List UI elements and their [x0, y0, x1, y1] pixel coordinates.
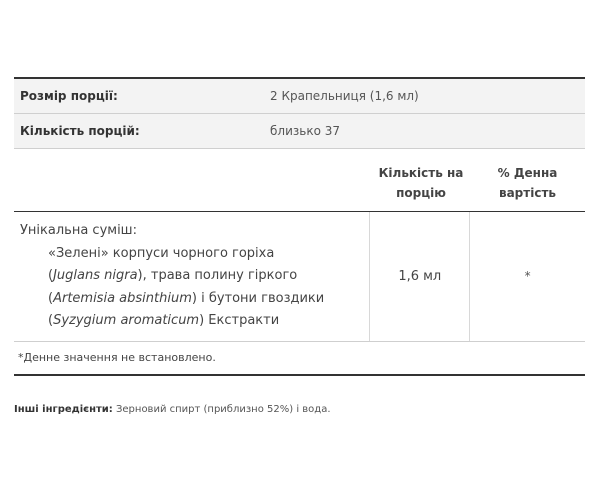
other-ingredients-label: Інші інгредієнти:: [14, 404, 113, 415]
blend-daily-value: *: [469, 212, 585, 341]
servings-per-container-value: близько 37: [270, 124, 340, 138]
blend-line-4-rest: ) Екстракти: [199, 313, 280, 328]
dv-header-line2: вартість: [498, 186, 556, 200]
blend-line-3: [20, 288, 369, 311]
amount-header-line1: Кількість на: [378, 166, 464, 180]
blend-title: Унікальна суміш:: [20, 223, 137, 238]
blend-line-2-rest: ), трава полину гіркого: [137, 268, 298, 283]
servings-per-container-row: [14, 114, 585, 149]
blend-description: [14, 212, 369, 341]
blend-line-3-open: (: [48, 290, 54, 306]
serving-size-row: [14, 79, 585, 114]
dv-header-line1: % Денна: [497, 166, 558, 180]
column-header-row: [14, 159, 585, 212]
proprietary-blend-row: [14, 212, 585, 342]
blend-line-1: «Зелені» корпуси чорного горіха: [48, 245, 275, 261]
blend-latin-juglans: Juglans nigra: [53, 268, 138, 283]
other-ingredients-text: Зерновий спирт (приблизно 52%) і вода.: [112, 404, 331, 415]
blend-line-4-open: (: [48, 313, 54, 328]
blend-line-4: [20, 310, 369, 333]
daily-value-footnote: *Денне значення не встановлено.: [18, 350, 216, 364]
blend-line-2-open: (: [48, 268, 54, 283]
supplement-facts-panel: [14, 77, 585, 376]
blend-amount: 1,6 мл: [369, 212, 469, 341]
header-spacer: [14, 159, 372, 211]
serving-size-value: 2 Крапельниця (1,6 мл): [270, 89, 419, 103]
blend-line-2: [20, 265, 369, 288]
blend-latin-syzygium: Syzygium aromaticum: [53, 313, 200, 328]
blend-latin-artemisia: Artemisia absinthium: [53, 290, 192, 306]
amount-per-serving-header: [372, 159, 470, 211]
blend-line-3-rest: ) і бутони гвоздики: [191, 290, 325, 306]
serving-size-label: Розмір порції:: [20, 89, 118, 103]
amount-header-line2: порцію: [396, 186, 446, 200]
other-ingredients: [14, 404, 331, 415]
servings-per-container-label: Кількість порцій:: [20, 124, 140, 138]
daily-value-header: [470, 159, 585, 211]
